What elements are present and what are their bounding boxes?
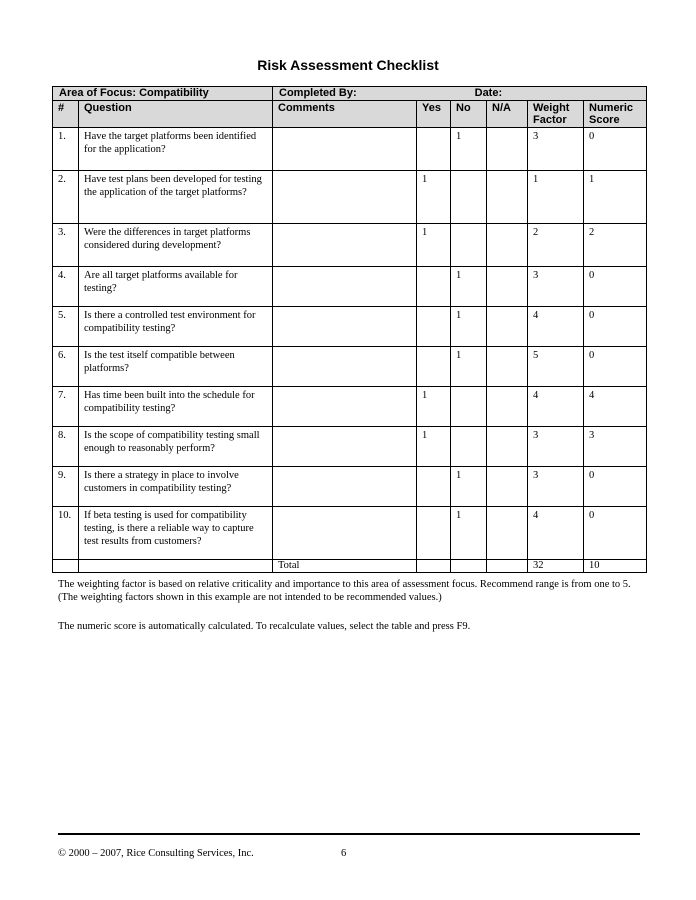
col-weight-header: Weight Factor	[528, 101, 584, 128]
total-yes-cell	[417, 560, 451, 573]
row-comments[interactable]	[273, 387, 417, 427]
row-score: 0	[584, 347, 647, 387]
row-score: 3	[584, 427, 647, 467]
row-na	[487, 307, 528, 347]
row-num: 4.	[53, 267, 79, 307]
row-yes: 1	[417, 387, 451, 427]
col-no-header: No	[451, 101, 487, 128]
row-num: 2.	[53, 171, 79, 224]
total-no-cell	[451, 560, 487, 573]
completed-by-date-cell	[273, 87, 647, 101]
row-score: 4	[584, 387, 647, 427]
table-row	[53, 171, 647, 224]
completed-by-label: Completed By:	[279, 87, 357, 99]
row-num: 8.	[53, 427, 79, 467]
row-weight: 1	[528, 171, 584, 224]
footer-divider	[58, 833, 640, 835]
row-num: 9.	[53, 467, 79, 507]
row-yes: 1	[417, 224, 451, 267]
total-score: 10	[584, 560, 647, 573]
row-na	[487, 128, 528, 171]
row-na	[487, 347, 528, 387]
column-header-row	[53, 101, 647, 128]
page-number: 6	[341, 848, 347, 859]
table-row	[53, 427, 647, 467]
row-no: 1	[451, 128, 487, 171]
header-row-top	[53, 87, 647, 101]
table-row	[53, 387, 647, 427]
total-row	[53, 560, 647, 573]
note-weighting: The weighting factor is based on relative criticality and importance to this area of assessment focus. Recommend range is from one to 5. (The weighting factors shown in this example are not intended to be recommended values.)	[58, 579, 631, 603]
row-weight: 4	[528, 387, 584, 427]
date-label: Date:	[474, 87, 503, 99]
row-na	[487, 387, 528, 427]
row-num: 6.	[53, 347, 79, 387]
row-na	[487, 427, 528, 467]
area-of-focus-label: Area of Focus: Compatibility	[53, 87, 273, 101]
row-score: 0	[584, 467, 647, 507]
row-question: Is there a controlled test environment for compatibility testing?	[79, 307, 273, 347]
row-no	[451, 387, 487, 427]
row-question: If beta testing is used for compatibility testing, is there a reliable way to capture test results from customers?	[79, 507, 273, 560]
row-comments[interactable]	[273, 467, 417, 507]
table-row	[53, 507, 647, 560]
row-question: Have the target platforms been identified for the application?	[79, 128, 273, 171]
row-na	[487, 507, 528, 560]
col-score-header: Numeric Score	[584, 101, 647, 128]
col-comments-header: Comments	[273, 101, 417, 128]
note-calculation: The numeric score is automatically calculated. To recalculate values, select the table and press F9.	[58, 621, 471, 632]
checklist-rows	[53, 128, 647, 560]
row-no	[451, 427, 487, 467]
row-no: 1	[451, 267, 487, 307]
row-na	[487, 171, 528, 224]
col-question-header: Question	[79, 101, 273, 128]
row-yes	[417, 267, 451, 307]
col-num-header: #	[53, 101, 79, 128]
row-na	[487, 224, 528, 267]
row-no: 1	[451, 467, 487, 507]
row-weight: 4	[528, 307, 584, 347]
footer-copyright: © 2000 – 2007, Rice Consulting Services, Inc.	[58, 848, 254, 859]
row-comments[interactable]	[273, 427, 417, 467]
total-question-cell	[79, 560, 273, 573]
total-label: Total	[273, 560, 417, 573]
table-row	[53, 347, 647, 387]
row-weight: 3	[528, 467, 584, 507]
row-weight: 5	[528, 347, 584, 387]
row-weight: 3	[528, 427, 584, 467]
row-num: 1.	[53, 128, 79, 171]
row-question: Is the scope of compatibility testing small enough to reasonably perform?	[79, 427, 273, 467]
row-question: Are all target platforms available for testing?	[79, 267, 273, 307]
row-question: Has time been built into the schedule for compatibility testing?	[79, 387, 273, 427]
risk-checklist-table	[52, 86, 647, 573]
row-no: 1	[451, 347, 487, 387]
row-weight: 3	[528, 267, 584, 307]
row-weight: 2	[528, 224, 584, 267]
row-num: 10.	[53, 507, 79, 560]
col-yes-header: Yes	[417, 101, 451, 128]
row-comments[interactable]	[273, 128, 417, 171]
row-score: 0	[584, 267, 647, 307]
table-row	[53, 267, 647, 307]
table-row	[53, 307, 647, 347]
row-num: 7.	[53, 387, 79, 427]
row-question: Is the test itself compatible between platforms?	[79, 347, 273, 387]
row-comments[interactable]	[273, 224, 417, 267]
row-no	[451, 224, 487, 267]
row-na	[487, 467, 528, 507]
row-score: 0	[584, 507, 647, 560]
page-title: Risk Assessment Checklist	[257, 57, 439, 73]
total-na-cell	[487, 560, 528, 573]
table-row	[53, 128, 647, 171]
row-comments[interactable]	[273, 171, 417, 224]
total-num-cell	[53, 560, 79, 573]
row-comments[interactable]	[273, 267, 417, 307]
row-question: Were the differences in target platforms considered during development?	[79, 224, 273, 267]
row-no	[451, 171, 487, 224]
table-row	[53, 224, 647, 267]
row-weight: 4	[528, 507, 584, 560]
row-num: 3.	[53, 224, 79, 267]
row-na	[487, 267, 528, 307]
row-yes	[417, 307, 451, 347]
row-comments[interactable]	[273, 307, 417, 347]
row-yes	[417, 507, 451, 560]
table-row	[53, 467, 647, 507]
row-comments[interactable]	[273, 347, 417, 387]
row-yes	[417, 128, 451, 171]
row-question: Is there a strategy in place to involve customers in compatibility testing?	[79, 467, 273, 507]
row-yes	[417, 347, 451, 387]
row-score: 2	[584, 224, 647, 267]
row-score: 1	[584, 171, 647, 224]
row-comments[interactable]	[273, 507, 417, 560]
col-na-header: N/A	[487, 101, 528, 128]
row-yes: 1	[417, 171, 451, 224]
total-weight: 32	[528, 560, 584, 573]
row-weight: 3	[528, 128, 584, 171]
row-score: 0	[584, 128, 647, 171]
row-score: 0	[584, 307, 647, 347]
row-no: 1	[451, 307, 487, 347]
row-num: 5.	[53, 307, 79, 347]
row-question: Have test plans been developed for testing the application of the target platforms?	[79, 171, 273, 224]
row-no: 1	[451, 507, 487, 560]
row-yes	[417, 467, 451, 507]
row-yes: 1	[417, 427, 451, 467]
